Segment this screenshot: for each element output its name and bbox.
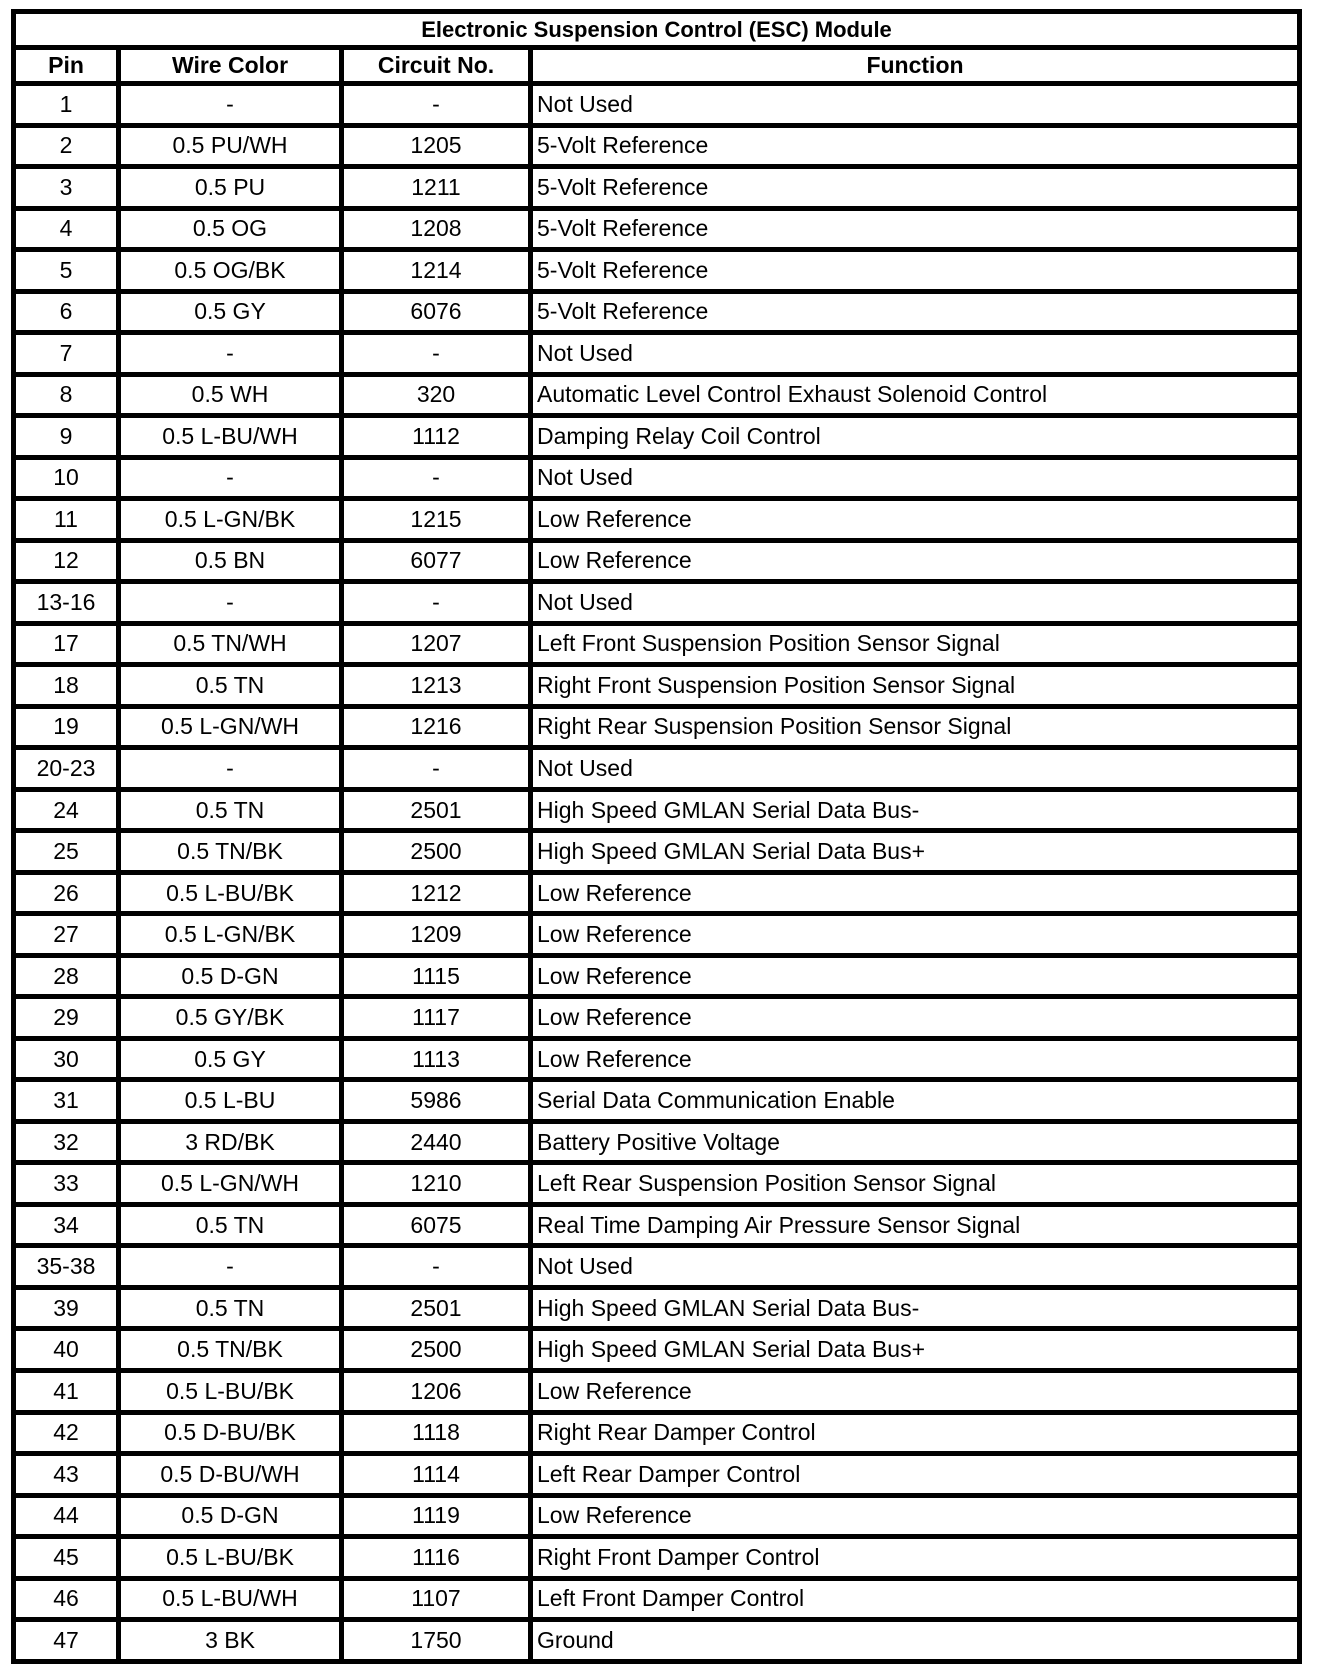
table-row — [14, 1578, 1300, 1620]
function-cell: Real Time Damping Air Pressure Sensor Signal — [531, 1204, 1300, 1246]
function-cell: Damping Relay Coil Control — [531, 416, 1300, 458]
wire-color-cell: 0.5 TN — [119, 665, 342, 707]
pin-cell: 17 — [14, 623, 119, 665]
circuit-cell: - — [342, 457, 531, 499]
function-cell: Right Front Damper Control — [531, 1537, 1300, 1579]
wire-color-cell: 0.5 L-BU/BK — [119, 1537, 342, 1579]
table-row — [14, 914, 1300, 956]
function-cell: 5-Volt Reference — [531, 125, 1300, 167]
function-cell: 5-Volt Reference — [531, 250, 1300, 292]
table-row — [14, 1370, 1300, 1412]
pin-cell: 11 — [14, 499, 119, 541]
pin-cell: 41 — [14, 1370, 119, 1412]
pin-cell: 8 — [14, 374, 119, 416]
pin-cell: 47 — [14, 1620, 119, 1662]
table-row — [14, 333, 1300, 375]
wire-color-cell: - — [119, 748, 342, 790]
table-row — [14, 1038, 1300, 1080]
pin-cell: 26 — [14, 872, 119, 914]
function-cell: High Speed GMLAN Serial Data Bus+ — [531, 831, 1300, 873]
wire-color-cell: 3 BK — [119, 1620, 342, 1662]
pin-cell: 27 — [14, 914, 119, 956]
pin-cell: 20-23 — [14, 748, 119, 790]
wire-color-cell: 0.5 TN/WH — [119, 623, 342, 665]
circuit-cell: 1107 — [342, 1578, 531, 1620]
pin-cell: 32 — [14, 1121, 119, 1163]
pin-cell: 44 — [14, 1495, 119, 1537]
function-cell: Left Rear Suspension Position Sensor Signal — [531, 1163, 1300, 1205]
circuit-cell: 1213 — [342, 665, 531, 707]
pin-cell: 1 — [14, 84, 119, 126]
circuit-cell: 1112 — [342, 416, 531, 458]
header-row — [14, 48, 1300, 84]
wire-color-cell: 0.5 PU/WH — [119, 125, 342, 167]
circuit-cell: 2500 — [342, 831, 531, 873]
circuit-cell: 1215 — [342, 499, 531, 541]
table-row — [14, 872, 1300, 914]
function-cell: Low Reference — [531, 955, 1300, 997]
function-cell: Battery Positive Voltage — [531, 1121, 1300, 1163]
table-row — [14, 125, 1300, 167]
function-cell: Low Reference — [531, 872, 1300, 914]
pin-cell: 10 — [14, 457, 119, 499]
pinout-table — [11, 9, 1302, 1664]
table-row — [14, 208, 1300, 250]
table-row — [14, 1537, 1300, 1579]
circuit-cell: 6075 — [342, 1204, 531, 1246]
table-row — [14, 416, 1300, 458]
table-row — [14, 1204, 1300, 1246]
function-cell: Serial Data Communication Enable — [531, 1080, 1300, 1122]
circuit-cell: 6076 — [342, 291, 531, 333]
circuit-cell: 1115 — [342, 955, 531, 997]
pin-cell: 24 — [14, 789, 119, 831]
function-cell: Not Used — [531, 748, 1300, 790]
wire-color-cell: 0.5 L-BU/BK — [119, 1370, 342, 1412]
table-row — [14, 291, 1300, 333]
circuit-cell: 1117 — [342, 997, 531, 1039]
table-row — [14, 540, 1300, 582]
table-row — [14, 1246, 1300, 1288]
table-row — [14, 1495, 1300, 1537]
pin-cell: 40 — [14, 1329, 119, 1371]
circuit-cell: 1209 — [342, 914, 531, 956]
circuit-cell: 1212 — [342, 872, 531, 914]
circuit-cell: - — [342, 582, 531, 624]
circuit-cell: 1216 — [342, 706, 531, 748]
function-cell: Not Used — [531, 457, 1300, 499]
table-row — [14, 1287, 1300, 1329]
circuit-cell: - — [342, 748, 531, 790]
wire-color-cell: 0.5 D-GN — [119, 955, 342, 997]
wire-color-cell: 0.5 OG — [119, 208, 342, 250]
circuit-cell: 2440 — [342, 1121, 531, 1163]
pin-cell: 28 — [14, 955, 119, 997]
pin-cell: 19 — [14, 706, 119, 748]
pin-cell: 35-38 — [14, 1246, 119, 1288]
function-cell: Left Front Damper Control — [531, 1578, 1300, 1620]
circuit-cell: 1118 — [342, 1412, 531, 1454]
circuit-cell: 1206 — [342, 1370, 531, 1412]
wire-color-cell: 0.5 TN — [119, 1287, 342, 1329]
circuit-cell: 1750 — [342, 1620, 531, 1662]
function-cell: Not Used — [531, 333, 1300, 375]
circuit-cell: 5986 — [342, 1080, 531, 1122]
pin-cell: 13-16 — [14, 582, 119, 624]
circuit-cell: 6077 — [342, 540, 531, 582]
table-title: Electronic Suspension Control (ESC) Module — [14, 12, 1300, 48]
pin-cell: 39 — [14, 1287, 119, 1329]
pin-cell: 25 — [14, 831, 119, 873]
function-cell: 5-Volt Reference — [531, 167, 1300, 209]
pin-cell: 45 — [14, 1537, 119, 1579]
table-row — [14, 831, 1300, 873]
function-cell: Automatic Level Control Exhaust Solenoid Control — [531, 374, 1300, 416]
circuit-cell: - — [342, 84, 531, 126]
table-row — [14, 1163, 1300, 1205]
pin-cell: 29 — [14, 997, 119, 1039]
circuit-cell: 2500 — [342, 1329, 531, 1371]
wire-color-cell: 0.5 TN/BK — [119, 1329, 342, 1371]
wire-color-cell: 0.5 TN — [119, 1204, 342, 1246]
circuit-cell: 1116 — [342, 1537, 531, 1579]
table-row — [14, 1620, 1300, 1662]
table-row — [14, 706, 1300, 748]
wire-color-cell: 0.5 WH — [119, 374, 342, 416]
table-row — [14, 623, 1300, 665]
circuit-cell: 320 — [342, 374, 531, 416]
function-cell: Right Front Suspension Position Sensor Signal — [531, 665, 1300, 707]
wire-color-cell: 0.5 OG/BK — [119, 250, 342, 292]
wire-color-cell: - — [119, 1246, 342, 1288]
circuit-cell: 1119 — [342, 1495, 531, 1537]
circuit-cell: 1205 — [342, 125, 531, 167]
table-row — [14, 665, 1300, 707]
pin-cell: 5 — [14, 250, 119, 292]
circuit-cell: 1211 — [342, 167, 531, 209]
wire-color-cell: 0.5 GY — [119, 1038, 342, 1080]
pin-cell: 33 — [14, 1163, 119, 1205]
function-cell: Right Rear Suspension Position Sensor Signal — [531, 706, 1300, 748]
function-cell: Low Reference — [531, 499, 1300, 541]
pin-cell: 12 — [14, 540, 119, 582]
pin-cell: 46 — [14, 1578, 119, 1620]
wire-color-cell: 0.5 L-BU/WH — [119, 416, 342, 458]
circuit-cell: 1114 — [342, 1454, 531, 1496]
function-cell: High Speed GMLAN Serial Data Bus- — [531, 789, 1300, 831]
circuit-cell: 2501 — [342, 789, 531, 831]
table-row — [14, 1121, 1300, 1163]
table-row — [14, 997, 1300, 1039]
wire-color-cell: 0.5 TN — [119, 789, 342, 831]
function-cell: Not Used — [531, 1246, 1300, 1288]
circuit-cell: 1113 — [342, 1038, 531, 1080]
function-cell: 5-Volt Reference — [531, 208, 1300, 250]
header-circuit: Circuit No. — [342, 48, 531, 84]
wire-color-cell: 0.5 TN/BK — [119, 831, 342, 873]
circuit-cell: - — [342, 333, 531, 375]
circuit-cell: - — [342, 1246, 531, 1288]
function-cell: Low Reference — [531, 997, 1300, 1039]
wire-color-cell: 3 RD/BK — [119, 1121, 342, 1163]
wire-color-cell: 0.5 L-BU/WH — [119, 1578, 342, 1620]
wire-color-cell: 0.5 L-GN/BK — [119, 499, 342, 541]
function-cell: Left Front Suspension Position Sensor Signal — [531, 623, 1300, 665]
wire-color-cell: 0.5 BN — [119, 540, 342, 582]
pin-cell: 6 — [14, 291, 119, 333]
function-cell: Low Reference — [531, 1495, 1300, 1537]
table-row — [14, 1412, 1300, 1454]
pin-cell: 7 — [14, 333, 119, 375]
circuit-cell: 2501 — [342, 1287, 531, 1329]
table-row — [14, 1454, 1300, 1496]
table-row — [14, 1080, 1300, 1122]
table-row — [14, 955, 1300, 997]
circuit-cell: 1207 — [342, 623, 531, 665]
wire-color-cell: 0.5 L-GN/WH — [119, 1163, 342, 1205]
pin-cell: 18 — [14, 665, 119, 707]
title-row — [14, 12, 1300, 48]
wire-color-cell: 0.5 PU — [119, 167, 342, 209]
pin-cell: 4 — [14, 208, 119, 250]
function-cell: Low Reference — [531, 1370, 1300, 1412]
pin-cell: 30 — [14, 1038, 119, 1080]
wire-color-cell: 0.5 L-BU — [119, 1080, 342, 1122]
table-row — [14, 84, 1300, 126]
circuit-cell: 1214 — [342, 250, 531, 292]
table-row — [14, 374, 1300, 416]
header-pin: Pin — [14, 48, 119, 84]
wire-color-cell: 0.5 GY — [119, 291, 342, 333]
wire-color-cell: 0.5 L-GN/BK — [119, 914, 342, 956]
function-cell: Low Reference — [531, 540, 1300, 582]
function-cell: Low Reference — [531, 914, 1300, 956]
table-row — [14, 748, 1300, 790]
table-row — [14, 1329, 1300, 1371]
table-row — [14, 789, 1300, 831]
wire-color-cell: 0.5 D-BU/BK — [119, 1412, 342, 1454]
function-cell: Low Reference — [531, 1038, 1300, 1080]
pin-cell: 2 — [14, 125, 119, 167]
function-cell: 5-Volt Reference — [531, 291, 1300, 333]
table-row — [14, 457, 1300, 499]
wire-color-cell: 0.5 L-GN/WH — [119, 706, 342, 748]
wire-color-cell: - — [119, 333, 342, 375]
pin-cell: 43 — [14, 1454, 119, 1496]
wire-color-cell: 0.5 GY/BK — [119, 997, 342, 1039]
pin-cell: 3 — [14, 167, 119, 209]
wire-color-cell: - — [119, 582, 342, 624]
function-cell: Ground — [531, 1620, 1300, 1662]
circuit-cell: 1208 — [342, 208, 531, 250]
pin-cell: 42 — [14, 1412, 119, 1454]
wire-color-cell: 0.5 L-BU/BK — [119, 872, 342, 914]
header-function: Function — [531, 48, 1300, 84]
table-row — [14, 250, 1300, 292]
circuit-cell: 1210 — [342, 1163, 531, 1205]
wire-color-cell: - — [119, 457, 342, 499]
wire-color-cell: - — [119, 84, 342, 126]
pin-cell: 9 — [14, 416, 119, 458]
function-cell: Right Rear Damper Control — [531, 1412, 1300, 1454]
table-row — [14, 499, 1300, 541]
wire-color-cell: 0.5 D-BU/WH — [119, 1454, 342, 1496]
function-cell: Not Used — [531, 582, 1300, 624]
function-cell: Left Rear Damper Control — [531, 1454, 1300, 1496]
function-cell: High Speed GMLAN Serial Data Bus+ — [531, 1329, 1300, 1371]
table-row — [14, 167, 1300, 209]
pin-cell: 34 — [14, 1204, 119, 1246]
header-wire-color: Wire Color — [119, 48, 342, 84]
function-cell: High Speed GMLAN Serial Data Bus- — [531, 1287, 1300, 1329]
pin-cell: 31 — [14, 1080, 119, 1122]
table-row — [14, 582, 1300, 624]
wire-color-cell: 0.5 D-GN — [119, 1495, 342, 1537]
function-cell: Not Used — [531, 84, 1300, 126]
